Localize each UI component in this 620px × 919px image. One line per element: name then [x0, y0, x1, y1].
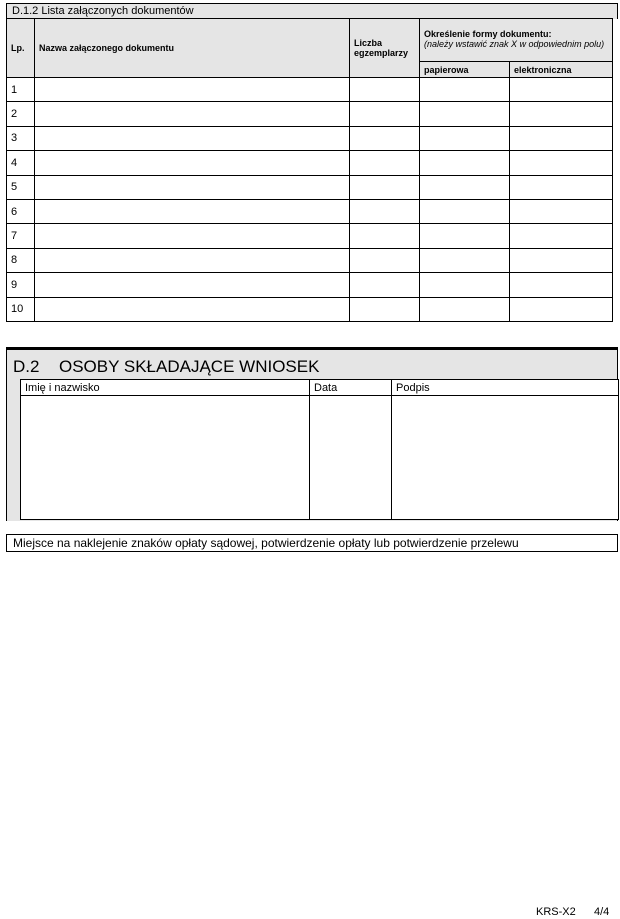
section-d12-title: D.1.2 Lista załączonych dokumentów: [6, 3, 618, 19]
header-lp: Lp.: [7, 19, 35, 78]
row-number: 4: [7, 151, 35, 175]
row-number: 5: [7, 175, 35, 199]
document-name-cell[interactable]: [35, 224, 350, 248]
electronic-cell[interactable]: [510, 102, 613, 126]
header-form-label: Określenie formy dokumentu:: [424, 29, 552, 39]
full-name-field[interactable]: [21, 396, 310, 520]
header-paper: papierowa: [420, 62, 510, 78]
paper-cell[interactable]: [420, 273, 510, 297]
document-name-cell[interactable]: [35, 199, 350, 223]
row-number: 3: [7, 126, 35, 150]
table-row: [7, 199, 613, 223]
date-field[interactable]: [310, 396, 392, 520]
table-row: [7, 273, 613, 297]
section-d2-number: D.2: [13, 357, 40, 376]
document-name-cell[interactable]: [35, 102, 350, 126]
document-name-cell[interactable]: [35, 297, 350, 321]
row-number: 6: [7, 199, 35, 223]
signature-field[interactable]: [392, 396, 619, 520]
table-row: [7, 297, 613, 321]
electronic-cell[interactable]: [510, 151, 613, 175]
paper-cell[interactable]: [420, 175, 510, 199]
electronic-cell[interactable]: [510, 297, 613, 321]
document-name-cell[interactable]: [35, 175, 350, 199]
fee-area-divider: [6, 551, 618, 552]
header-document-form: [420, 19, 613, 62]
electronic-cell[interactable]: [510, 199, 613, 223]
copies-cell[interactable]: [350, 151, 420, 175]
document-name-cell[interactable]: [35, 273, 350, 297]
table-row: [7, 102, 613, 126]
header-signature: Podpis: [392, 380, 619, 396]
table-row: [7, 248, 613, 272]
paper-cell[interactable]: [420, 102, 510, 126]
header-copies-line2: egzemplarzy: [354, 48, 409, 58]
electronic-cell[interactable]: [510, 126, 613, 150]
document-name-cell[interactable]: [35, 151, 350, 175]
table-row: [7, 224, 613, 248]
copies-cell[interactable]: [350, 102, 420, 126]
attachments-table: [6, 18, 613, 322]
copies-cell[interactable]: [350, 224, 420, 248]
paper-cell[interactable]: [420, 126, 510, 150]
paper-cell[interactable]: [420, 297, 510, 321]
header-form-note: (należy wstawić znak X w odpowiednim polu): [424, 39, 605, 49]
header-electronic: elektroniczna: [510, 62, 613, 78]
header-date: Data: [310, 380, 392, 396]
copies-cell[interactable]: [350, 126, 420, 150]
copies-cell[interactable]: [350, 273, 420, 297]
table-row: [7, 126, 613, 150]
row-number: 8: [7, 248, 35, 272]
copies-cell[interactable]: [350, 175, 420, 199]
document-name-cell[interactable]: [35, 78, 350, 102]
table-row: [7, 78, 613, 102]
document-name-cell[interactable]: [35, 248, 350, 272]
electronic-cell[interactable]: [510, 78, 613, 102]
copies-cell[interactable]: [350, 78, 420, 102]
copies-cell[interactable]: [350, 297, 420, 321]
document-name-cell[interactable]: [35, 126, 350, 150]
electronic-cell[interactable]: [510, 248, 613, 272]
page-number: 4/4: [594, 906, 610, 918]
header-copies: [350, 19, 420, 78]
row-number: 9: [7, 273, 35, 297]
paper-cell[interactable]: [420, 199, 510, 223]
section-d2-title: [13, 357, 319, 377]
header-copies-line1: Liczba: [354, 38, 383, 48]
paper-cell[interactable]: [420, 248, 510, 272]
electronic-cell[interactable]: [510, 224, 613, 248]
fee-stamp-area-label: Miejsce na naklejenie znaków opłaty sądowej, potwierdzenie opłaty lub potwierdzenie przelewu: [6, 534, 618, 551]
form-code: KRS-X2: [536, 906, 576, 918]
paper-cell[interactable]: [420, 78, 510, 102]
table-row: [7, 175, 613, 199]
header-document-name: Nazwa załączonego dokumentu: [35, 19, 350, 78]
row-number: 2: [7, 102, 35, 126]
applicants-table: [20, 379, 619, 520]
copies-cell[interactable]: [350, 199, 420, 223]
section-d2-heading: OSOBY SKŁADAJĄCE WNIOSEK: [59, 357, 320, 376]
header-full-name: Imię i nazwisko: [21, 380, 310, 396]
electronic-cell[interactable]: [510, 273, 613, 297]
table-row: [7, 151, 613, 175]
electronic-cell[interactable]: [510, 175, 613, 199]
row-number: 7: [7, 224, 35, 248]
row-number: 10: [7, 297, 35, 321]
row-number: 1: [7, 78, 35, 102]
paper-cell[interactable]: [420, 224, 510, 248]
paper-cell[interactable]: [420, 151, 510, 175]
table-right-margin: [612, 18, 618, 321]
copies-cell[interactable]: [350, 248, 420, 272]
